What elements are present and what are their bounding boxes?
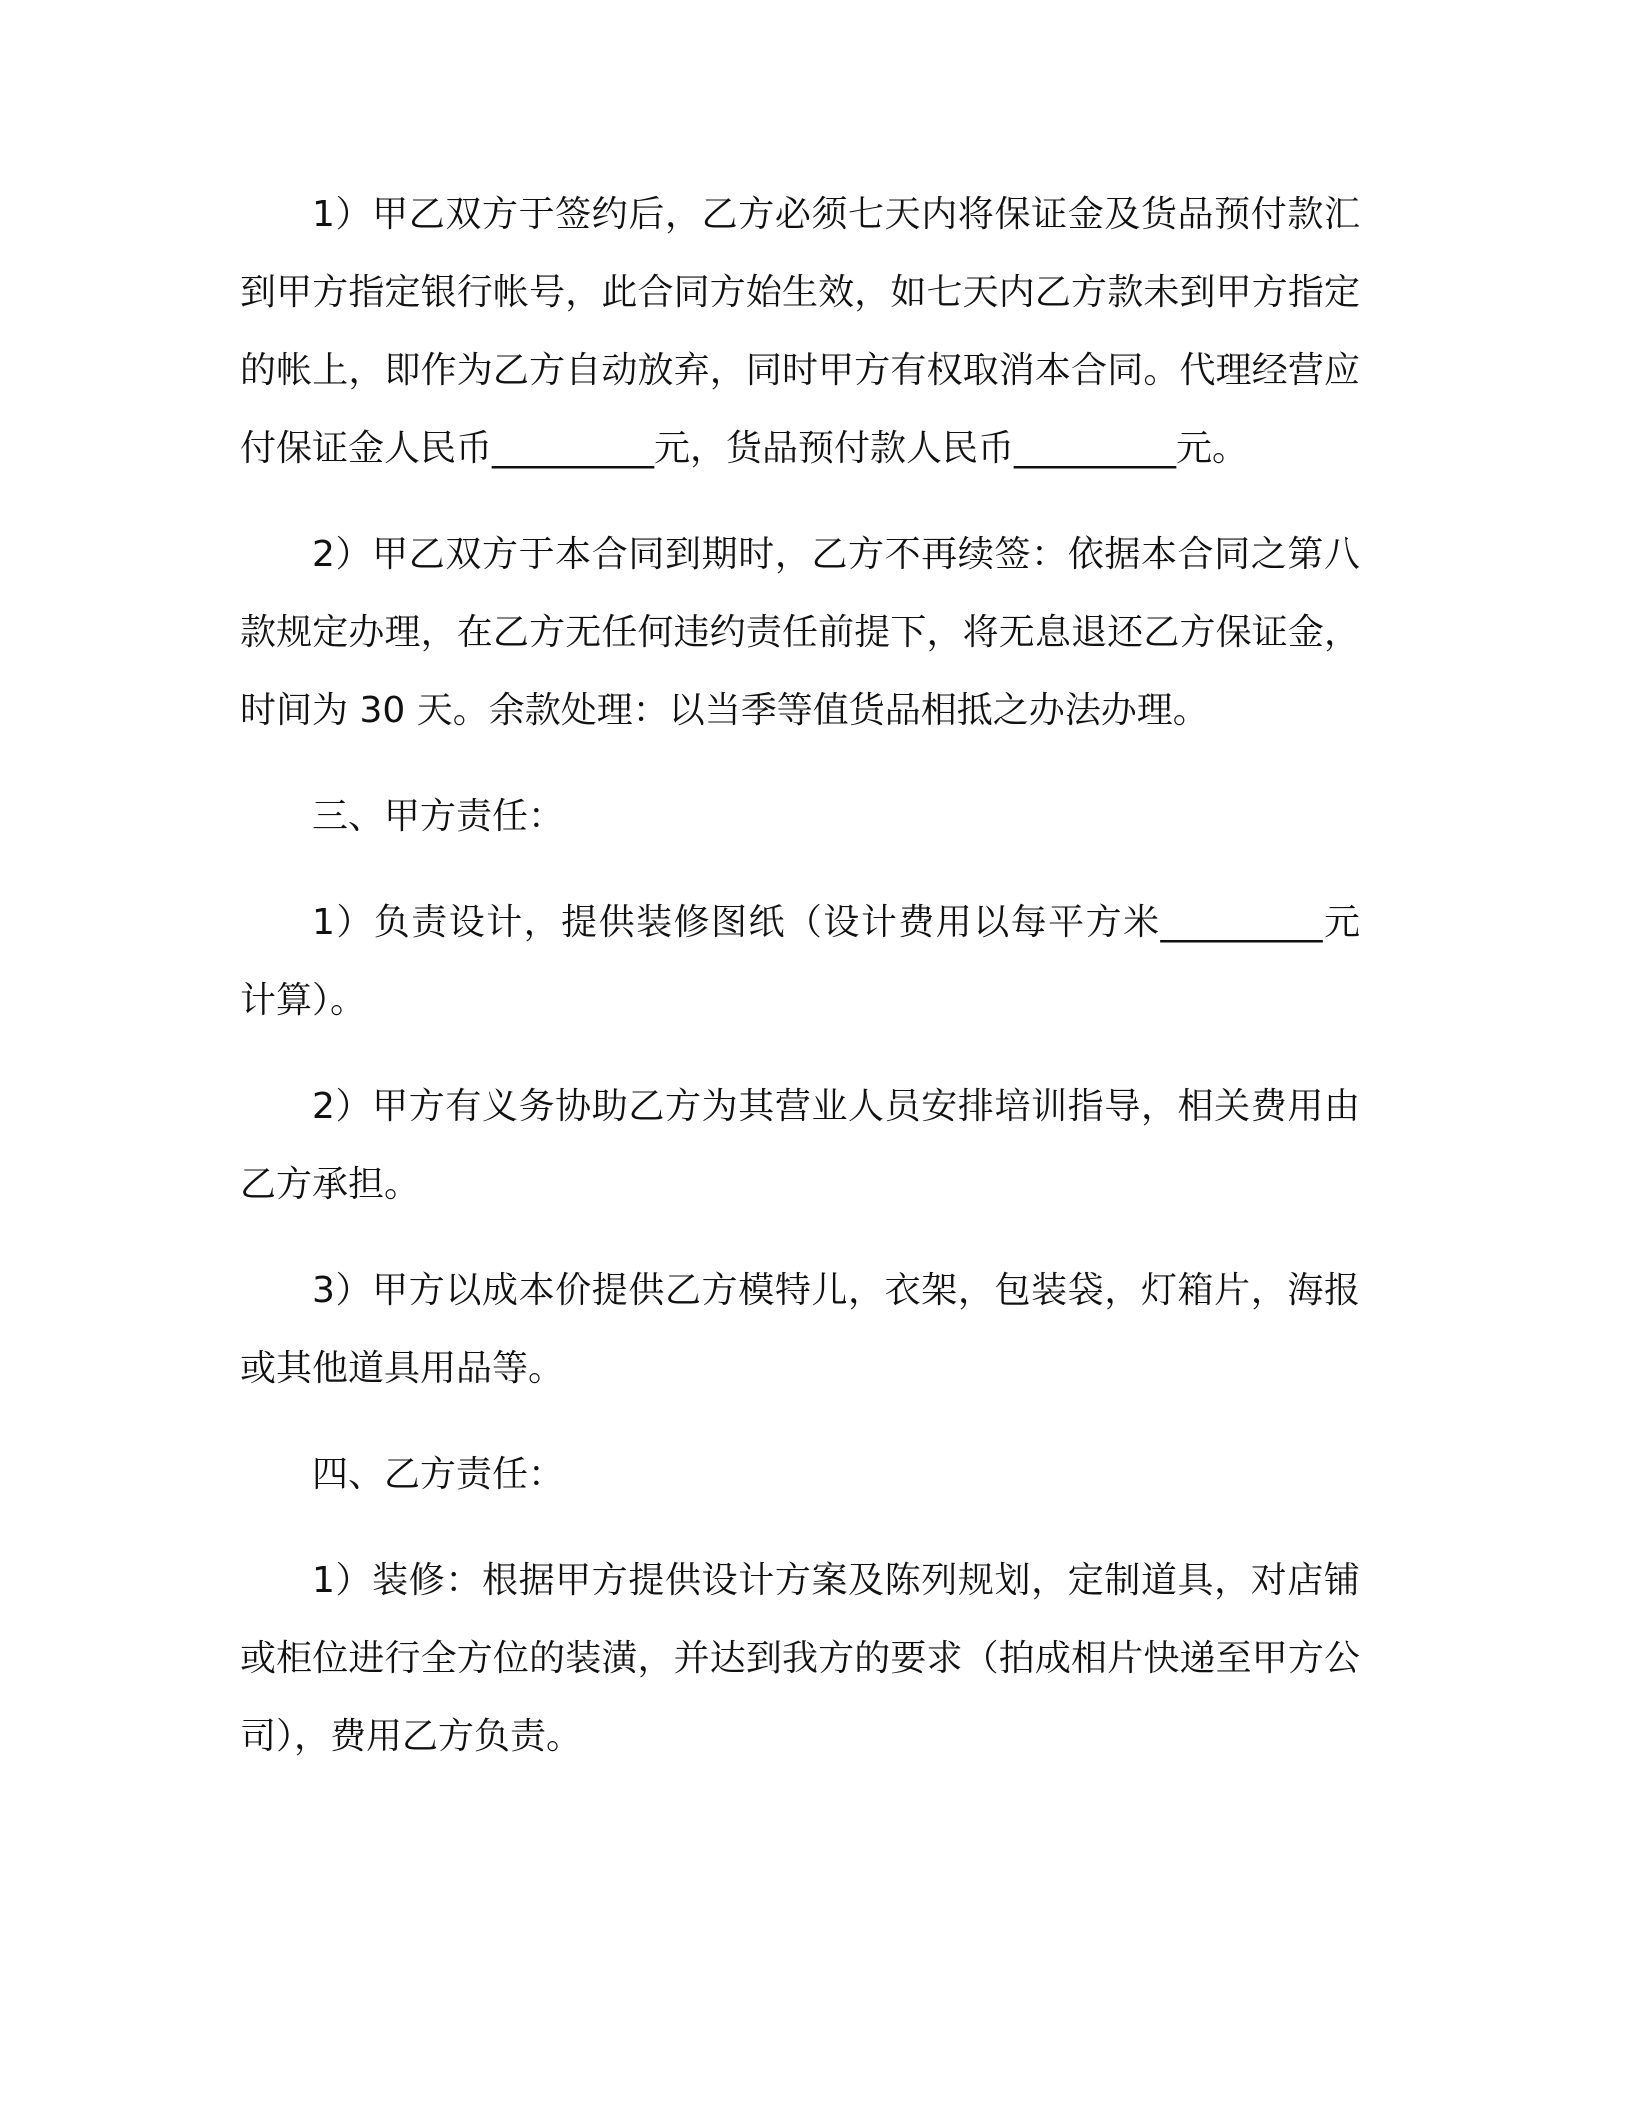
paragraph-party-a-design: 1）负责设计，提供装修图纸（设计费用以每平方米_________元计算）。 — [240, 902, 1360, 1021]
document-body — [240, 176, 1360, 1776]
paragraph-party-a-supplies: 3）甲方以成本价提供乙方模特儿，衣架，包装袋，灯箱片，海报或其他道具用品等。 — [240, 1270, 1360, 1389]
section-heading-party-b-duties: 四、乙方责任： — [312, 1454, 565, 1495]
paragraph-party-b-decoration: 1）装修：根据甲方提供设计方案及陈列规划，定制道具，对店铺或柜位进行全方位的装潢，并达到我方的要求（拍成相片快递至甲方公司），费用乙方负责。 — [240, 1560, 1360, 1757]
section-heading-party-a-duties: 三、甲方责任： — [312, 796, 565, 837]
paragraph-deposit-payment: 1）甲乙双方于签约后，乙方必须七天内将保证金及货品预付款汇到甲方指定银行帐号，此合同方始生效，如七天内乙方款未到甲方指定的帐上，即作为乙方自动放弃，同时甲方有权取消本合同。代理经营应付保证金人民币_________元，货品预付款人民币_________元。 — [240, 194, 1360, 469]
paragraph-contract-expiry: 2）甲乙双方于本合同到期时，乙方不再续签：依据本合同之第八款规定办理，在乙方无任何违约责任前提下，将无息退还乙方保证金，时间为 30 天。余款处理：以当季等值货品相抵之办法办理。 — [240, 534, 1360, 731]
paragraph-party-a-training: 2）甲方有义务协助乙方为其营业人员安排培训指导，相关费用由乙方承担。 — [240, 1086, 1360, 1205]
